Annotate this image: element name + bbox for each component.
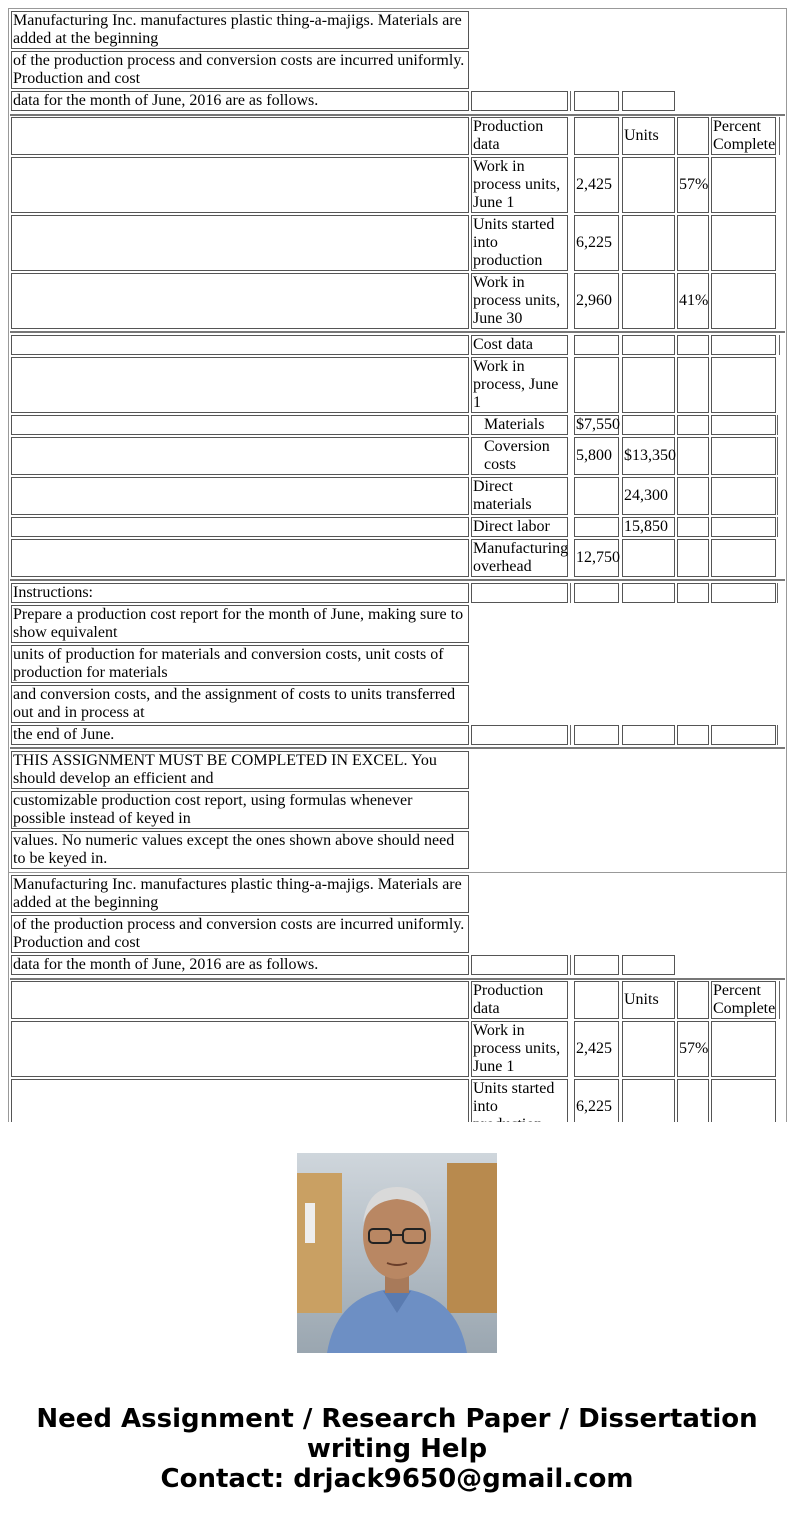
empty-cell xyxy=(471,583,568,603)
empty-cell xyxy=(11,437,469,475)
instructions-text-3: and conversion costs, and the assignment of costs to units transferred out and in process at xyxy=(13,686,456,721)
conversion-label xyxy=(471,437,568,475)
empty-cell xyxy=(711,357,776,413)
empty-cell xyxy=(677,517,709,537)
empty-cell xyxy=(677,117,709,155)
units-header xyxy=(622,981,675,1019)
direct-materials-value xyxy=(622,477,675,515)
promo-contact: Contact: drjack9650@gmail.com xyxy=(160,1464,634,1494)
empty-cell xyxy=(622,357,675,413)
direct-materials-text: Direct materials xyxy=(473,478,532,513)
assignment-text-2: customizable production cost report, using formulas whenever possible instead of keyed in xyxy=(13,792,413,827)
cost-data-text: Cost data xyxy=(473,336,533,353)
empty-cell xyxy=(677,357,709,413)
empty-cell xyxy=(711,215,776,271)
instructions-line-4 xyxy=(11,725,469,745)
empty-cell xyxy=(711,725,776,745)
conversion-text: Coversion costs xyxy=(484,438,550,473)
empty-cell xyxy=(677,539,709,577)
empty-cell xyxy=(11,415,469,435)
empty-cell xyxy=(11,981,469,1019)
empty-cell xyxy=(471,725,568,745)
empty-cell xyxy=(677,477,709,515)
empty-cell xyxy=(11,215,469,271)
instructions-title xyxy=(11,583,469,603)
production-row-percent xyxy=(677,157,709,213)
intro-text-1: Manufacturing Inc. manufactures plastic thing-a-majigs. Materials are added at the beginning xyxy=(13,12,462,47)
row-separator xyxy=(10,978,785,980)
empty-cell xyxy=(622,91,675,111)
percent-complete-header xyxy=(711,981,776,1019)
production-row-percent xyxy=(677,273,709,329)
empty-cell xyxy=(622,955,675,975)
empty-cell xyxy=(677,981,709,1019)
conversion-total-amount: $13,350 xyxy=(624,447,676,464)
empty-cell xyxy=(574,981,619,1019)
production-row-label xyxy=(471,273,568,329)
empty-cell xyxy=(11,335,469,355)
units-started-value: 6,225 xyxy=(576,1098,612,1115)
empty-cell xyxy=(622,725,675,745)
column-divider xyxy=(570,583,571,603)
instructions-title-text: Instructions: xyxy=(13,584,93,601)
column-divider xyxy=(777,477,778,515)
column-divider xyxy=(570,725,571,745)
empty-cell xyxy=(471,955,568,975)
empty-cell xyxy=(677,437,709,475)
overhead-label xyxy=(471,539,568,577)
intro-line-3 xyxy=(11,955,469,975)
empty-cell xyxy=(711,273,776,329)
wip-june1-percent-value: 57% xyxy=(679,1040,709,1057)
promo-text xyxy=(0,1404,794,1494)
empty-cell xyxy=(622,273,675,329)
direct-labor-text: Direct labor xyxy=(473,518,550,535)
units-started-label: Units started into xyxy=(473,1080,555,1115)
empty-cell xyxy=(622,539,675,577)
assignment-text-1: THIS ASSIGNMENT MUST BE COMPLETED IN EXCEL. You should develop an efficient and xyxy=(13,752,437,787)
empty-cell xyxy=(574,477,619,515)
units-text: Units xyxy=(624,991,659,1008)
empty-cell xyxy=(11,357,469,413)
empty-cell xyxy=(574,725,619,745)
production-row-label xyxy=(471,1021,568,1077)
empty-cell xyxy=(11,273,469,329)
document-frame-repeat xyxy=(8,872,787,1124)
empty-cell xyxy=(677,415,709,435)
empty-cell xyxy=(11,1021,469,1077)
wip-cost-label xyxy=(471,357,568,413)
instructions-text-2: units of production for materials and conversion costs, unit costs of production for materials xyxy=(13,646,444,681)
wip-june1-units-value: 2,425 xyxy=(576,1040,612,1057)
empty-cell xyxy=(574,955,619,975)
percent-complete-text: Percent Complete xyxy=(713,118,776,153)
empty-cell xyxy=(622,583,675,603)
instructions-line-2 xyxy=(11,645,469,683)
column-divider xyxy=(777,415,778,435)
empty-cell xyxy=(574,517,619,537)
promo-banner xyxy=(0,1122,794,1523)
intro-text-2: of the production process and conversion costs are incurred uniformly. Production and cost xyxy=(13,916,465,951)
materials-amount: $7,550 xyxy=(576,416,620,433)
materials-label xyxy=(471,415,568,435)
intro-line-2 xyxy=(11,915,469,953)
production-row-units xyxy=(574,273,619,329)
promo-line-2: writing Help xyxy=(306,1434,488,1464)
empty-cell xyxy=(574,117,619,155)
empty-cell xyxy=(622,157,675,213)
production-row-units xyxy=(574,157,619,213)
intro-text-2: of the production process and conversion costs are incurred uniformly. Production and cost xyxy=(13,52,465,87)
empty-cell xyxy=(711,583,776,603)
empty-cell xyxy=(574,335,619,355)
assignment-text-3: values. No numeric values except the ones shown above should need to be keyed in. xyxy=(13,832,455,867)
empty-cell xyxy=(711,415,776,435)
empty-cell xyxy=(711,437,776,475)
promo-line-1: Need Assignment / Research Paper / Dissertation xyxy=(36,1404,758,1434)
units-started-label: Units started into production xyxy=(473,216,555,269)
overhead-value xyxy=(574,539,619,577)
document-frame xyxy=(8,8,787,873)
production-data-text: Production data xyxy=(473,982,544,1017)
direct-labor-amount: 15,850 xyxy=(624,518,668,535)
units-text: Units xyxy=(624,127,659,144)
empty-cell xyxy=(574,583,619,603)
empty-cell xyxy=(711,335,776,355)
wip-june1-percent-value: 57% xyxy=(679,176,709,193)
empty-cell xyxy=(11,517,469,537)
conversion-amount: 5,800 xyxy=(576,447,612,464)
empty-cell xyxy=(622,335,675,355)
empty-cell xyxy=(711,539,776,577)
column-divider xyxy=(779,981,780,1019)
production-data-header xyxy=(471,981,568,1019)
row-separator xyxy=(10,114,785,116)
production-row-label xyxy=(471,215,568,271)
production-data-header xyxy=(471,117,568,155)
wip-june30-units-label: Work in process units, June 30 xyxy=(473,274,561,327)
empty-cell xyxy=(711,477,776,515)
production-row-percent xyxy=(677,1021,709,1077)
wip-june1-units-label: Work in process units, June 1 xyxy=(473,1022,561,1075)
cost-data-header xyxy=(471,335,568,355)
empty-cell xyxy=(711,157,776,213)
empty-cell xyxy=(711,517,776,537)
empty-cell xyxy=(11,157,469,213)
intro-line-1 xyxy=(11,875,469,913)
intro-line-3 xyxy=(11,91,469,111)
conversion-value xyxy=(574,437,619,475)
empty-cell xyxy=(11,117,469,155)
empty-cell xyxy=(11,477,469,515)
column-divider xyxy=(570,91,571,111)
direct-labor-value xyxy=(622,517,675,537)
row-separator xyxy=(10,747,785,749)
empty-cell xyxy=(622,215,675,271)
production-row-units xyxy=(574,215,619,271)
intro-line-2 xyxy=(11,51,469,89)
row-separator xyxy=(10,579,785,581)
empty-cell xyxy=(711,1021,776,1077)
empty-cell xyxy=(11,539,469,577)
wip-june1-units-value: 2,425 xyxy=(576,176,612,193)
units-started-value: 6,225 xyxy=(576,234,612,251)
empty-cell xyxy=(574,357,619,413)
empty-cell xyxy=(677,215,709,271)
overhead-text: Manufacturing overhead xyxy=(473,540,569,575)
intro-text-3: data for the month of June, 2016 are as follows. xyxy=(13,956,319,973)
percent-complete-header xyxy=(711,117,776,155)
empty-cell xyxy=(622,415,675,435)
direct-labor-label xyxy=(471,517,568,537)
instructions-line-1 xyxy=(11,605,469,643)
assignment-line-2 xyxy=(11,791,469,829)
production-data-text: Production data xyxy=(473,118,544,153)
row-separator xyxy=(10,331,785,333)
direct-materials-amount: 24,300 xyxy=(624,487,668,504)
assignment-line-1 xyxy=(11,751,469,789)
wip-june30-units-value: 2,960 xyxy=(576,292,612,309)
units-header xyxy=(622,117,675,155)
instructions-text-1: Prepare a production cost report for the month of June, making sure to show equivalent xyxy=(13,606,464,641)
assignment-line-3 xyxy=(11,831,469,869)
wip-june30-percent-value: 41% xyxy=(679,292,709,309)
column-divider xyxy=(777,583,778,603)
author-photo xyxy=(297,1153,497,1353)
production-row-label xyxy=(471,157,568,213)
intro-line-1 xyxy=(11,11,469,49)
empty-cell xyxy=(677,583,709,603)
overhead-amount: 12,750 xyxy=(576,549,620,566)
column-divider xyxy=(779,117,780,155)
conversion-total xyxy=(622,437,675,475)
column-divider xyxy=(777,725,778,745)
wip-june1-units-label: Work in process units, June 1 xyxy=(473,158,561,211)
column-divider xyxy=(777,517,778,537)
column-divider xyxy=(779,335,780,355)
empty-cell xyxy=(677,335,709,355)
empty-cell xyxy=(574,91,619,111)
wip-cost-text: Work in process, June 1 xyxy=(473,358,559,411)
intro-text-3: data for the month of June, 2016 are as follows. xyxy=(13,92,319,109)
column-divider xyxy=(570,955,571,975)
materials-value xyxy=(574,415,619,435)
portrait-image xyxy=(297,1153,497,1353)
instructions-line-3 xyxy=(11,685,469,723)
column-divider xyxy=(777,437,778,475)
empty-cell xyxy=(622,1021,675,1077)
intro-text-1: Manufacturing Inc. manufactures plastic thing-a-majigs. Materials are added at the beginning xyxy=(13,876,462,911)
empty-cell xyxy=(677,725,709,745)
percent-complete-text: Percent Complete xyxy=(713,982,776,1017)
instructions-text-4: the end of June. xyxy=(13,726,115,743)
empty-cell xyxy=(471,91,568,111)
direct-materials-label xyxy=(471,477,568,515)
production-row-units xyxy=(574,1021,619,1077)
materials-text: Materials xyxy=(484,416,545,433)
